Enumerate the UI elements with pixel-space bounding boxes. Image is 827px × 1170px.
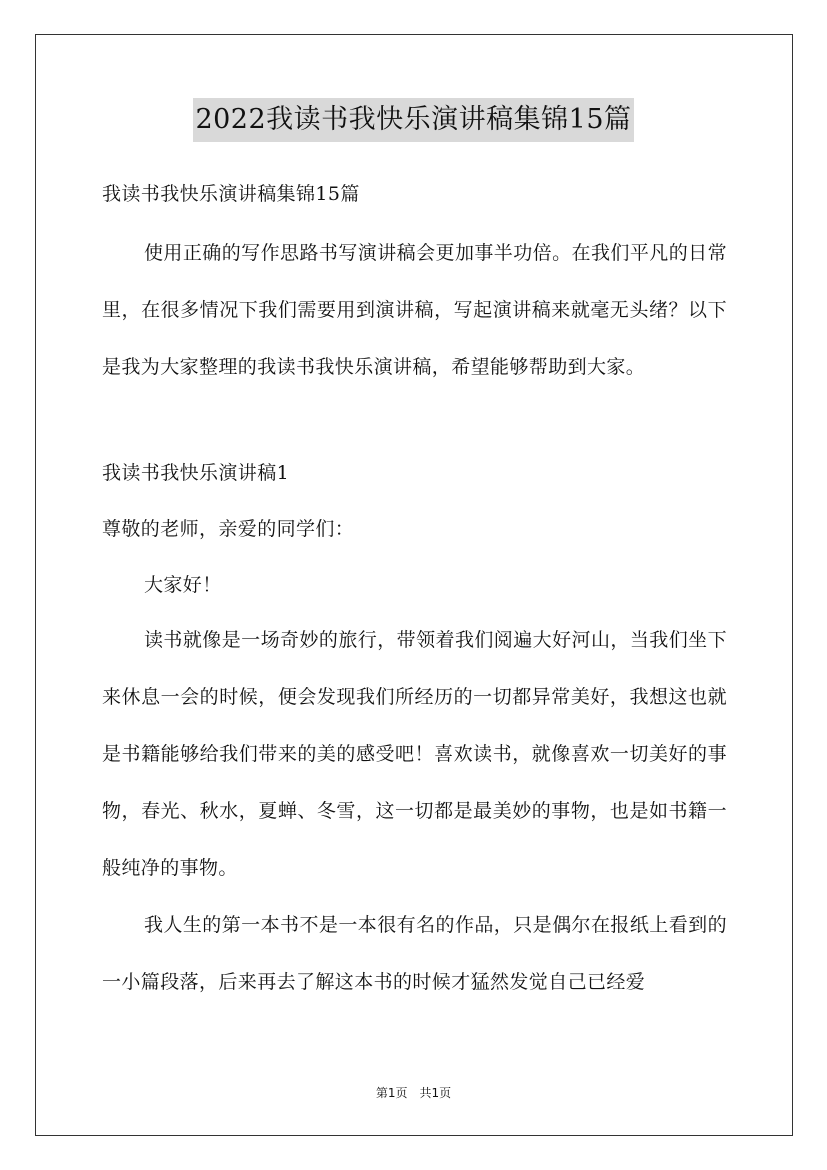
section-heading: 我读书我快乐演讲稿1	[102, 462, 290, 484]
spacer	[102, 396, 727, 454]
body-paragraph-1: 读书就像是一场奇妙的旅行，带领着我们阅遍大好河山，当我们坐下来休息一会的时候，便会发现我们所经历的一切都异常美好，我想这也就是书籍能够给我们带来的美的感受吧！喜欢读书，就像喜欢一切美好的事物，春光、秋水，夏蝉、冬雪，这一切都是最美妙的事物，也是如书籍一般纯净的事物。	[102, 629, 727, 879]
title-container	[0, 98, 827, 142]
greeting: 大家好！	[144, 574, 222, 596]
document-body	[102, 175, 727, 1011]
page-footer	[0, 1084, 827, 1101]
intro-paragraph: 使用正确的写作思路书写演讲稿会更加事半功倍。在我们平凡的日常里，在很多情况下我们需要用到演讲稿，写起演讲稿来就毫无头绪？以下是我为大家整理的我读书我快乐演讲稿，希望能够帮助到大家。	[102, 242, 727, 378]
document-title: 2022我读书我快乐演讲稿集锦15篇	[193, 98, 633, 142]
page-total: 共1页	[419, 1086, 452, 1100]
page-number: 第1页	[375, 1086, 408, 1100]
document-subtitle: 我读书我快乐演讲稿集锦15篇	[102, 183, 360, 205]
salutation: 尊敬的老师，亲爱的同学们：	[102, 518, 355, 540]
body-paragraph-2: 我人生的第一本书不是一本很有名的作品，只是偶尔在报纸上看到的一小篇段落，后来再去了解这本书的时候才猛然发觉自己已经爱	[102, 914, 727, 993]
